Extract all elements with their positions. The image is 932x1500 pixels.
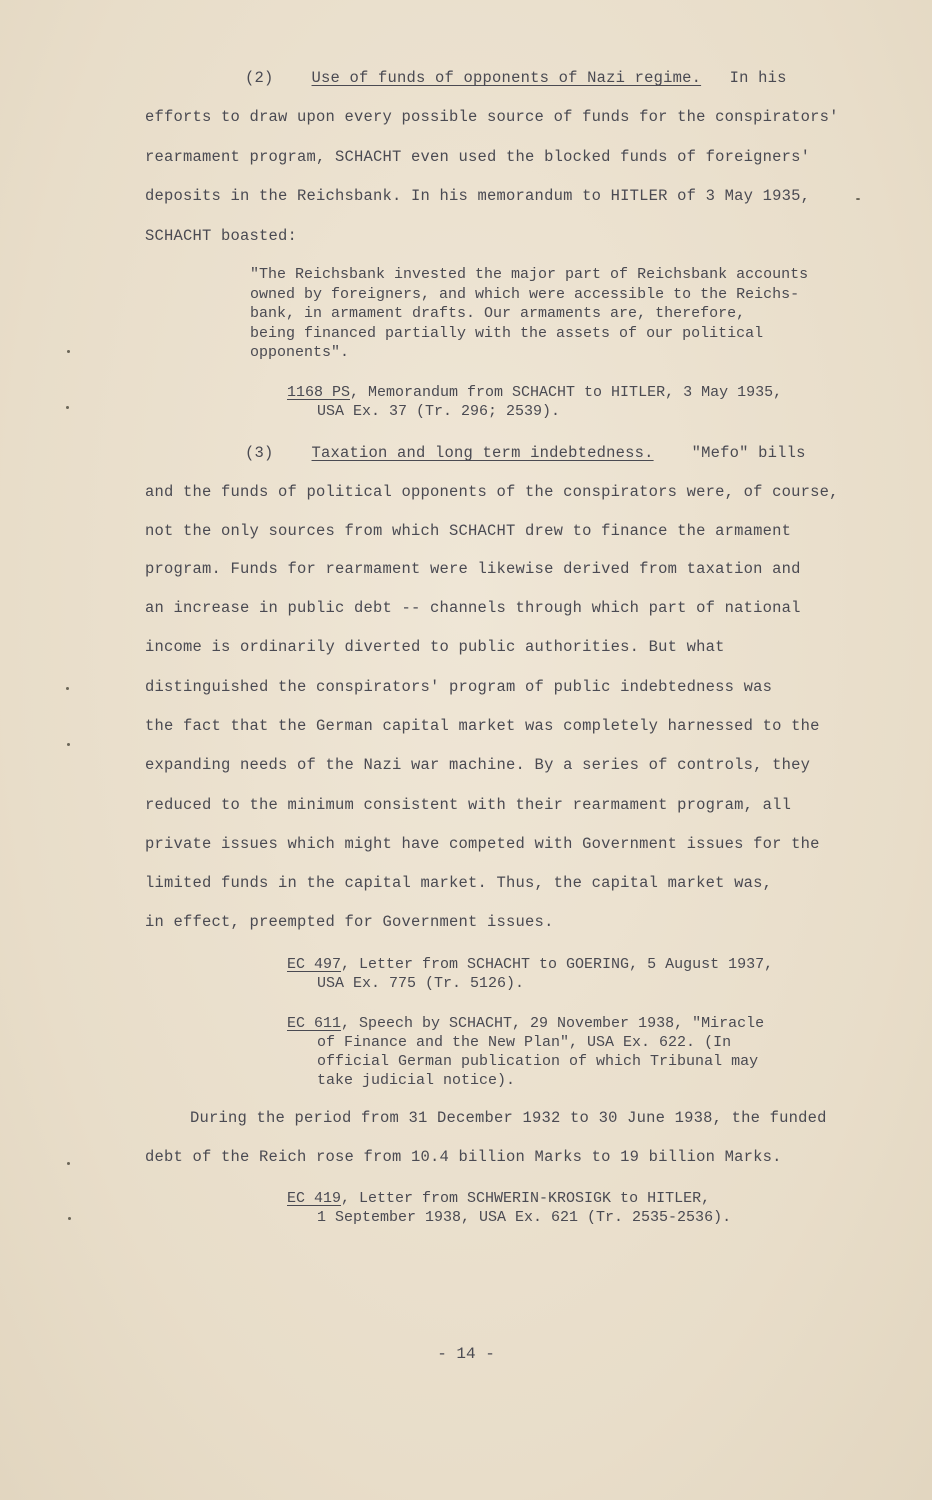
margin-speck <box>67 350 70 353</box>
section-3-heading: Taxation and long term indebtedness. <box>311 444 654 462</box>
paragraph-line: expanding needs of the Nazi war machine. By a series of controls, they <box>145 756 811 774</box>
paragraph-line: "Mefo" bills <box>691 444 806 462</box>
citation-text: , Memorandum from SCHACHT to HITLER, 3 May 1935, <box>350 384 783 401</box>
paragraph-line: the fact that the German capital market was completely harnessed to the <box>145 717 820 735</box>
quote-line: bank, in armament drafts. Our armaments are, therefore, <box>250 305 746 322</box>
citation-text: 1 September 1938, USA Ex. 621 (Tr. 2535-2536). <box>317 1209 732 1226</box>
margin-speck <box>68 1217 71 1220</box>
paragraph-line: and the funds of political opponents of the conspirators were, of course, <box>145 483 839 501</box>
citation-text: USA Ex. 775 (Tr. 5126). <box>317 975 525 992</box>
paragraph-line: not the only sources from which SCHACHT drew to finance the armament <box>145 522 792 540</box>
citation-text: , Speech by SCHACHT, 29 November 1938, "Miracle <box>341 1015 765 1032</box>
citation-1168ps <box>287 383 782 421</box>
margin-speck <box>67 1162 70 1165</box>
paragraph-line: in effect, preempted for Government issues. <box>145 913 554 931</box>
citation-ec611 <box>287 1014 764 1090</box>
paragraph-line: SCHACHT boasted: <box>145 227 298 245</box>
page-number: - 14 - <box>437 1345 495 1363</box>
citation-text: USA Ex. 37 (Tr. 296; 2539). <box>317 403 561 420</box>
section-3-number: (3) <box>245 444 274 462</box>
block-quote <box>250 265 808 363</box>
paragraph-line: income is ordinarily diverted to public authorities. But what <box>145 638 725 656</box>
citation-ec419 <box>287 1189 731 1227</box>
quote-line: opponents". <box>250 344 350 361</box>
paragraph-line: deposits in the Reichsbank. In his memorandum to HITLER of 3 May 1935, <box>145 187 811 205</box>
paragraph-line: program. Funds for rearmament were likewise derived from taxation and <box>145 560 801 578</box>
section-2-heading-line <box>245 69 787 87</box>
citation-text: official German publication of which Tribunal may <box>317 1053 759 1070</box>
citation-doc-id: EC 611 <box>287 1015 342 1032</box>
section-2-number: (2) <box>245 69 274 87</box>
paragraph-line: distinguished the conspirators' program of public indebtedness was <box>145 678 773 696</box>
section-3-heading-line <box>245 444 806 462</box>
paragraph-line: efforts to draw upon every possible source of funds for the conspirators' <box>145 108 839 126</box>
citation-doc-id: 1168 PS <box>287 384 351 401</box>
paragraph-line: debt of the Reich rose from 10.4 billion Marks to 19 billion Marks. <box>145 1148 782 1166</box>
paragraph-line: private issues which might have competed with Government issues for the <box>145 835 820 853</box>
margin-speck <box>66 406 69 409</box>
paragraph-line: In his <box>729 69 787 87</box>
citation-text: , Letter from SCHACHT to GOERING, 5 August 1937, <box>341 956 774 973</box>
paragraph-line: limited funds in the capital market. Thus, the capital market was, <box>145 874 773 892</box>
citation-text: of Finance and the New Plan", USA Ex. 622. (In <box>317 1034 732 1051</box>
citation-ec497 <box>287 955 773 993</box>
margin-speck <box>856 198 860 200</box>
paragraph-line: reduced to the minimum consistent with their rearmament program, all <box>145 796 792 814</box>
margin-speck <box>67 743 70 746</box>
quote-line: owned by foreigners, and which were accessible to the Reichs- <box>250 285 800 303</box>
paragraph-line: an increase in public debt -- channels through which part of national <box>145 599 801 617</box>
citation-text: take judicial notice). <box>317 1072 516 1089</box>
quote-line: "The Reichsbank invested the major part of Reichsbank accounts <box>250 266 809 283</box>
quote-line: being financed partially with the assets of our political <box>250 324 764 342</box>
section-2-heading: Use of funds of opponents of Nazi regime. <box>311 69 702 87</box>
citation-doc-id: EC 419 <box>287 1190 342 1207</box>
paragraph-line: rearmament program, SCHACHT even used the blocked funds of foreigners' <box>145 148 811 166</box>
paragraph-line: During the period from 31 December 1932 to 30 June 1938, the funded <box>190 1109 827 1127</box>
citation-text: , Letter from SCHWERIN-KROSIGK to HITLER, <box>341 1190 711 1207</box>
margin-speck <box>66 687 69 690</box>
citation-doc-id: EC 497 <box>287 956 342 973</box>
